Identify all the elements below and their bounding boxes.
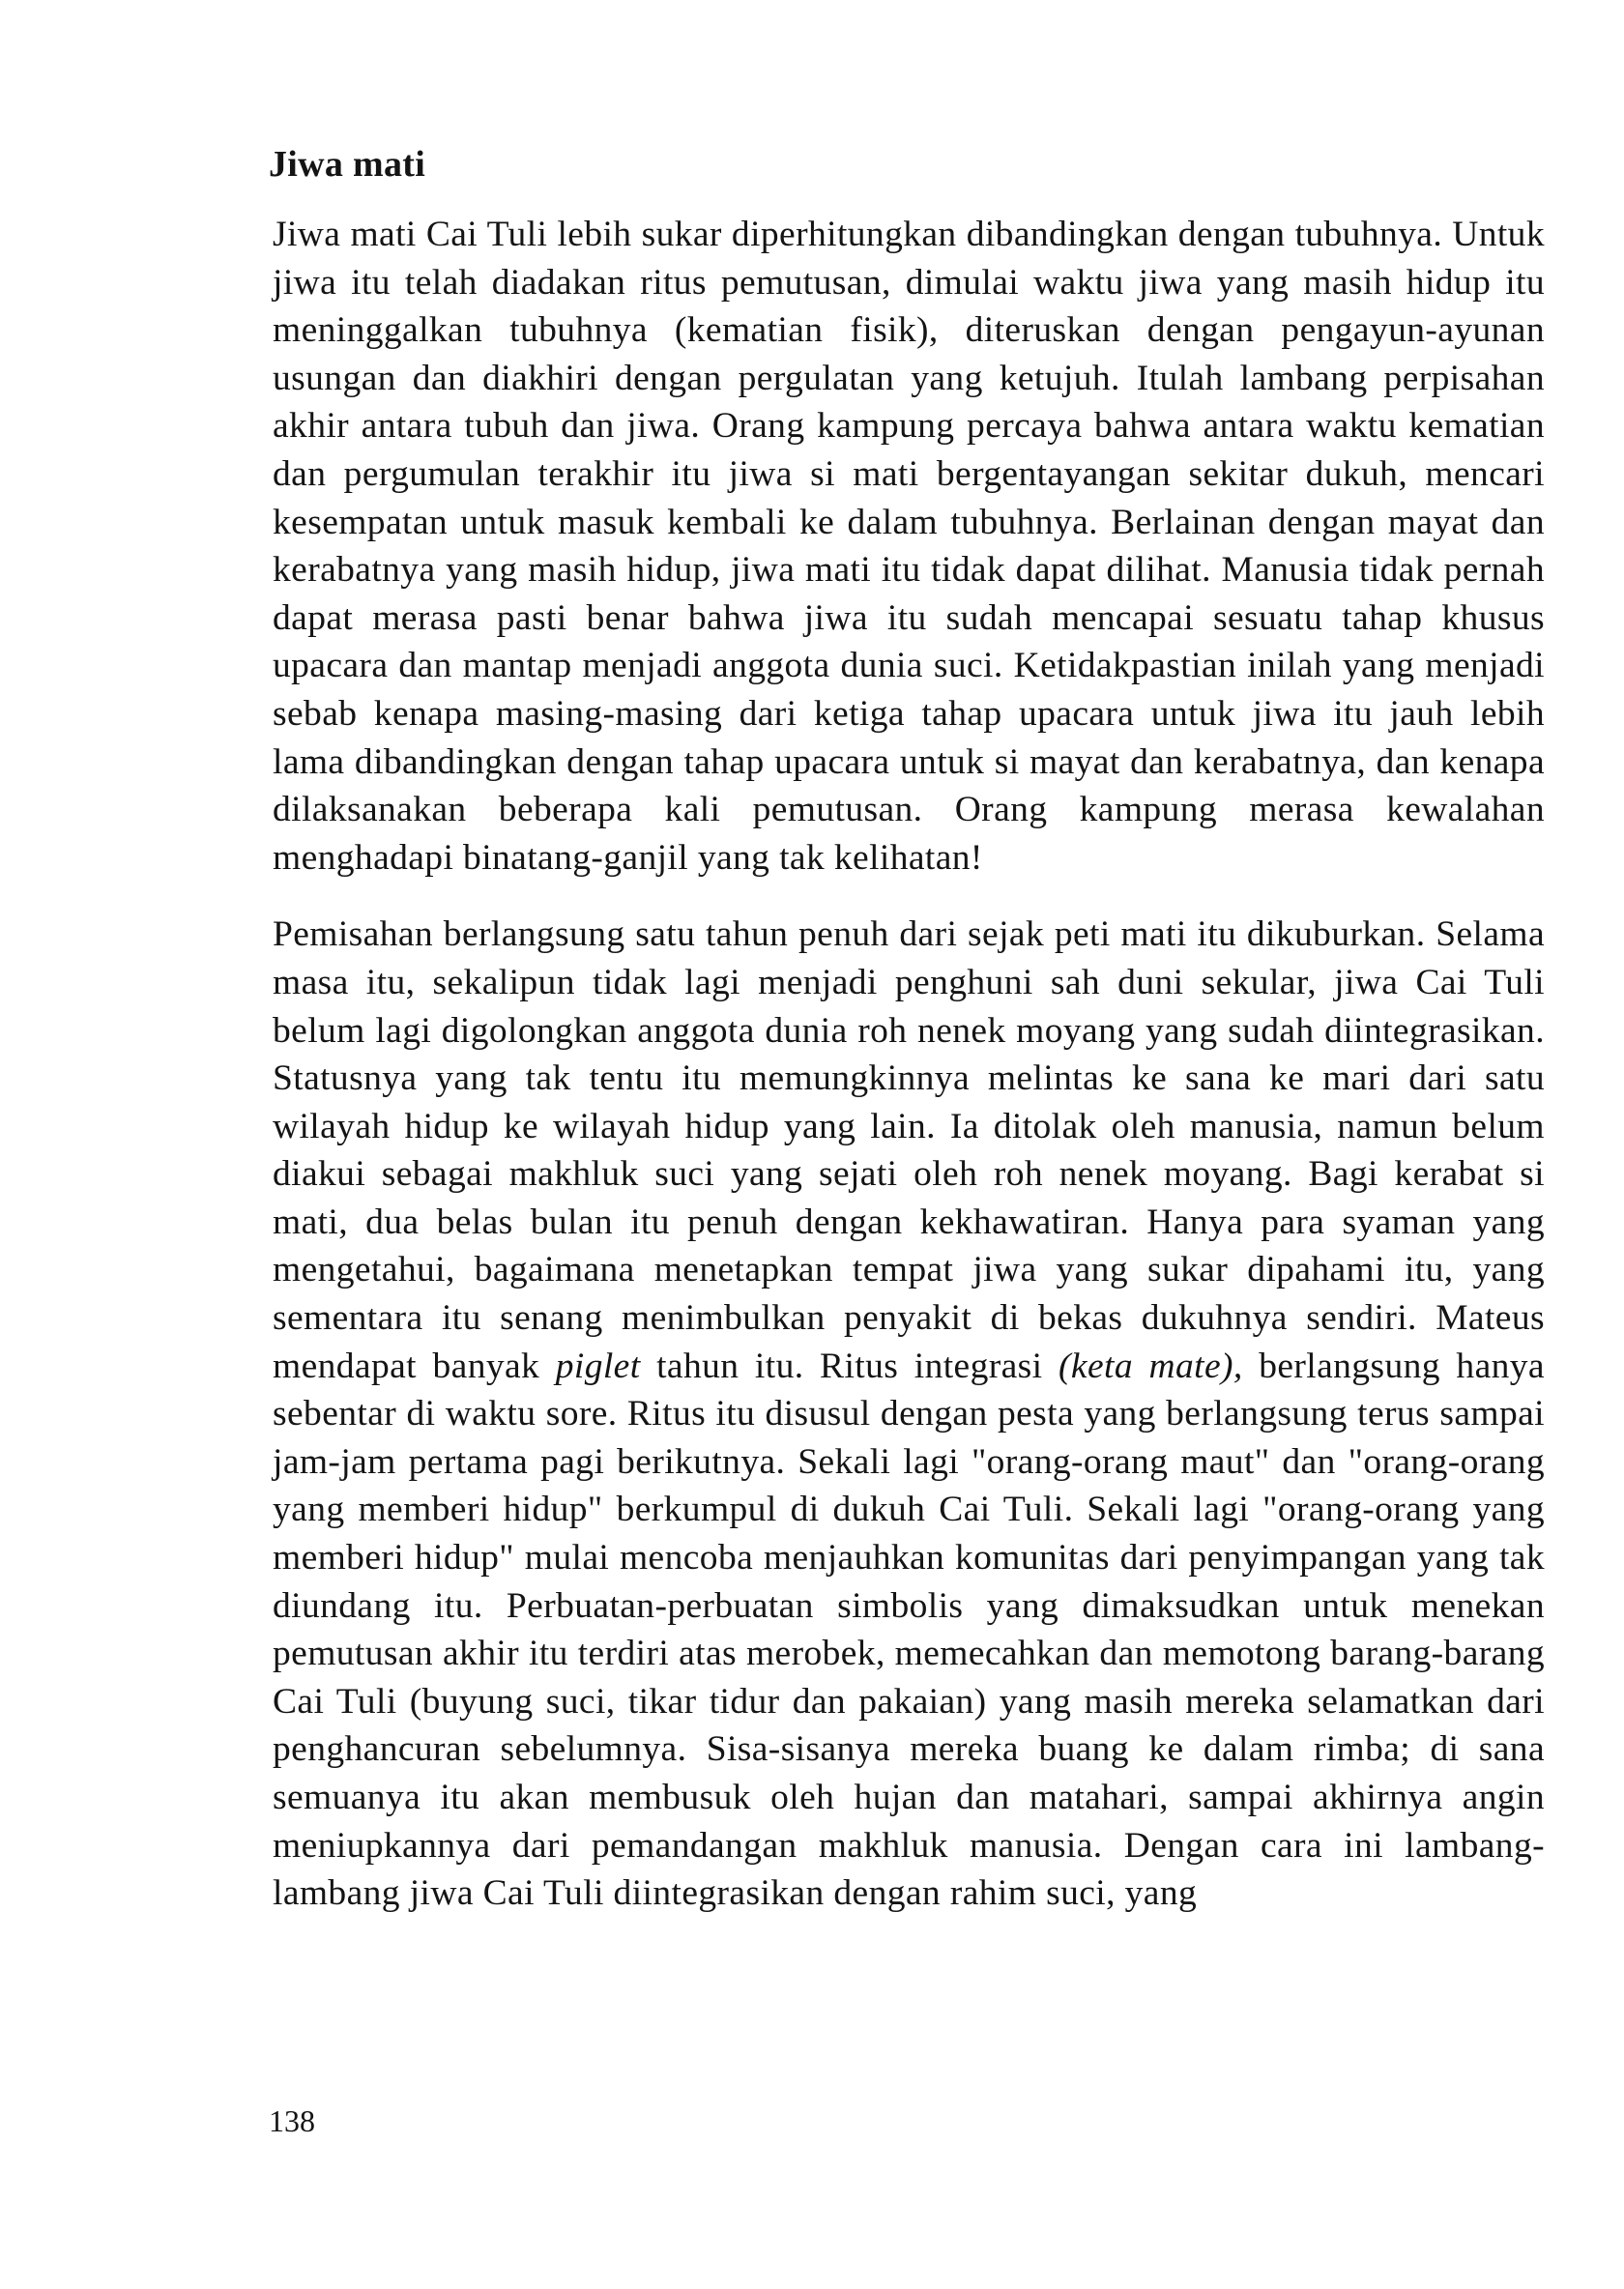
paragraph-1: Jiwa mati Cai Tuli lebih sukar diperhitungkan dibandingkan dengan tubuhnya. Untuk jiwa itu telah diadakan ritus pemutusan, dimulai waktu jiwa yang masih hidup itu meninggalkan tubuhnya (kematian fisik), diteruskan dengan pengayun-ayunan usungan dan diakhiri dengan pergulatan yang ketujuh. Itulah lambang perpisahan akhir antara tubuh dan jiwa. Orang kampung percaya bahwa antara waktu kematian dan pergumulan terakhir itu jiwa si mati bergentayangan sekitar dukuh, mencari kesempatan untuk masuk kembali ke dalam tubuhnya. Berlainan dengan mayat dan kerabatnya yang masih hidup, jiwa mati itu tidak dapat dilihat. Manusia tidak pernah dapat merasa pasti benar bahwa jiwa itu sudah mencapai sesuatu tahap khusus upacara dan mantap menjadi anggota dunia suci. Ketidakpastian inilah yang menjadi sebab kenapa masing-masing dari ketiga tahap upacara untuk jiwa itu jauh lebih lama dibandingkan dengan tahap upacara untuk si mayat dan kerabatnya, dan kenapa dilaksanakan beberapa kali pemutusan. Orang kampung merasa kewalahan menghadapi binatang-ganjil yang tak kelihatan! [273, 215, 1545, 878]
paragraph-2-part-2: tahun itu. Ritus integrasi [640, 1346, 1059, 1386]
section-heading: Jiwa mati [269, 144, 426, 185]
body-text [273, 211, 1545, 1918]
italic-term-keta-mate: (keta mate), [1058, 1346, 1243, 1386]
italic-term-piglet: piglet [555, 1346, 641, 1386]
paragraph-2 [273, 911, 1545, 1917]
page-number: 138 [269, 2103, 315, 2138]
paragraph-2-part-1: Pemisahan berlangsung satu tahun penuh dari sejak peti mati itu dikuburkan. Selama masa itu, sekalipun tidak lagi menjadi penghuni sah duni sekular, jiwa Cai Tuli belum lagi digolongkan anggota dunia roh nenek moyang yang sudah diintegrasikan. Statusnya yang tak tentu itu memungkinnya melintas ke sana ke mari dari satu wilayah hidup ke wilayah hidup yang lain. Ia ditolak oleh manusia, namun belum diakui sebagai makhluk suci yang sejati oleh roh nenek moyang. Bagi kerabat si mati, dua belas bulan itu penuh dengan kekhawatiran. Hanya para syaman yang mengetahui, bagaimana menetapkan tempat jiwa yang sukar dipahami itu, yang sementara itu senang menimbulkan penyakit di bekas dukuhnya sendiri. Mateus mendapat banyak [273, 914, 1545, 1386]
paragraph-2-part-3: berlangsung hanya sebentar di waktu sore. Ritus itu disusul dengan pesta yang berlangsung terus sampai jam-jam pertama pagi berikutnya. Sekali lagi "orang-orang maut" dan "orang-orang yang memberi hidup" berkumpul di dukuh Cai Tuli. Sekali lagi "orang-orang yang memberi hidup" mulai mencoba menjauhkan komunitas dari penyimpangan yang tak diundang itu. Perbuatan-perbuatan simbolis yang dimaksudkan untuk menekan pemutusan akhir itu terdiri atas merobek, memecahkan dan memotong barang-barang Cai Tuli (buyung suci, tikar tidur dan pakaian) yang masih mereka selamatkan dari penghancuran sebelumnya. Sisa-sisanya mereka buang ke dalam rimba; di sana semuanya itu akan membusuk oleh hujan dan matahari, sampai akhirnya angin meniupkannya dari pemandangan makhluk manusia. Dengan cara ini lambang-lambang jiwa Cai Tuli diintegrasikan dengan rahim suci, yang [273, 1346, 1545, 1914]
